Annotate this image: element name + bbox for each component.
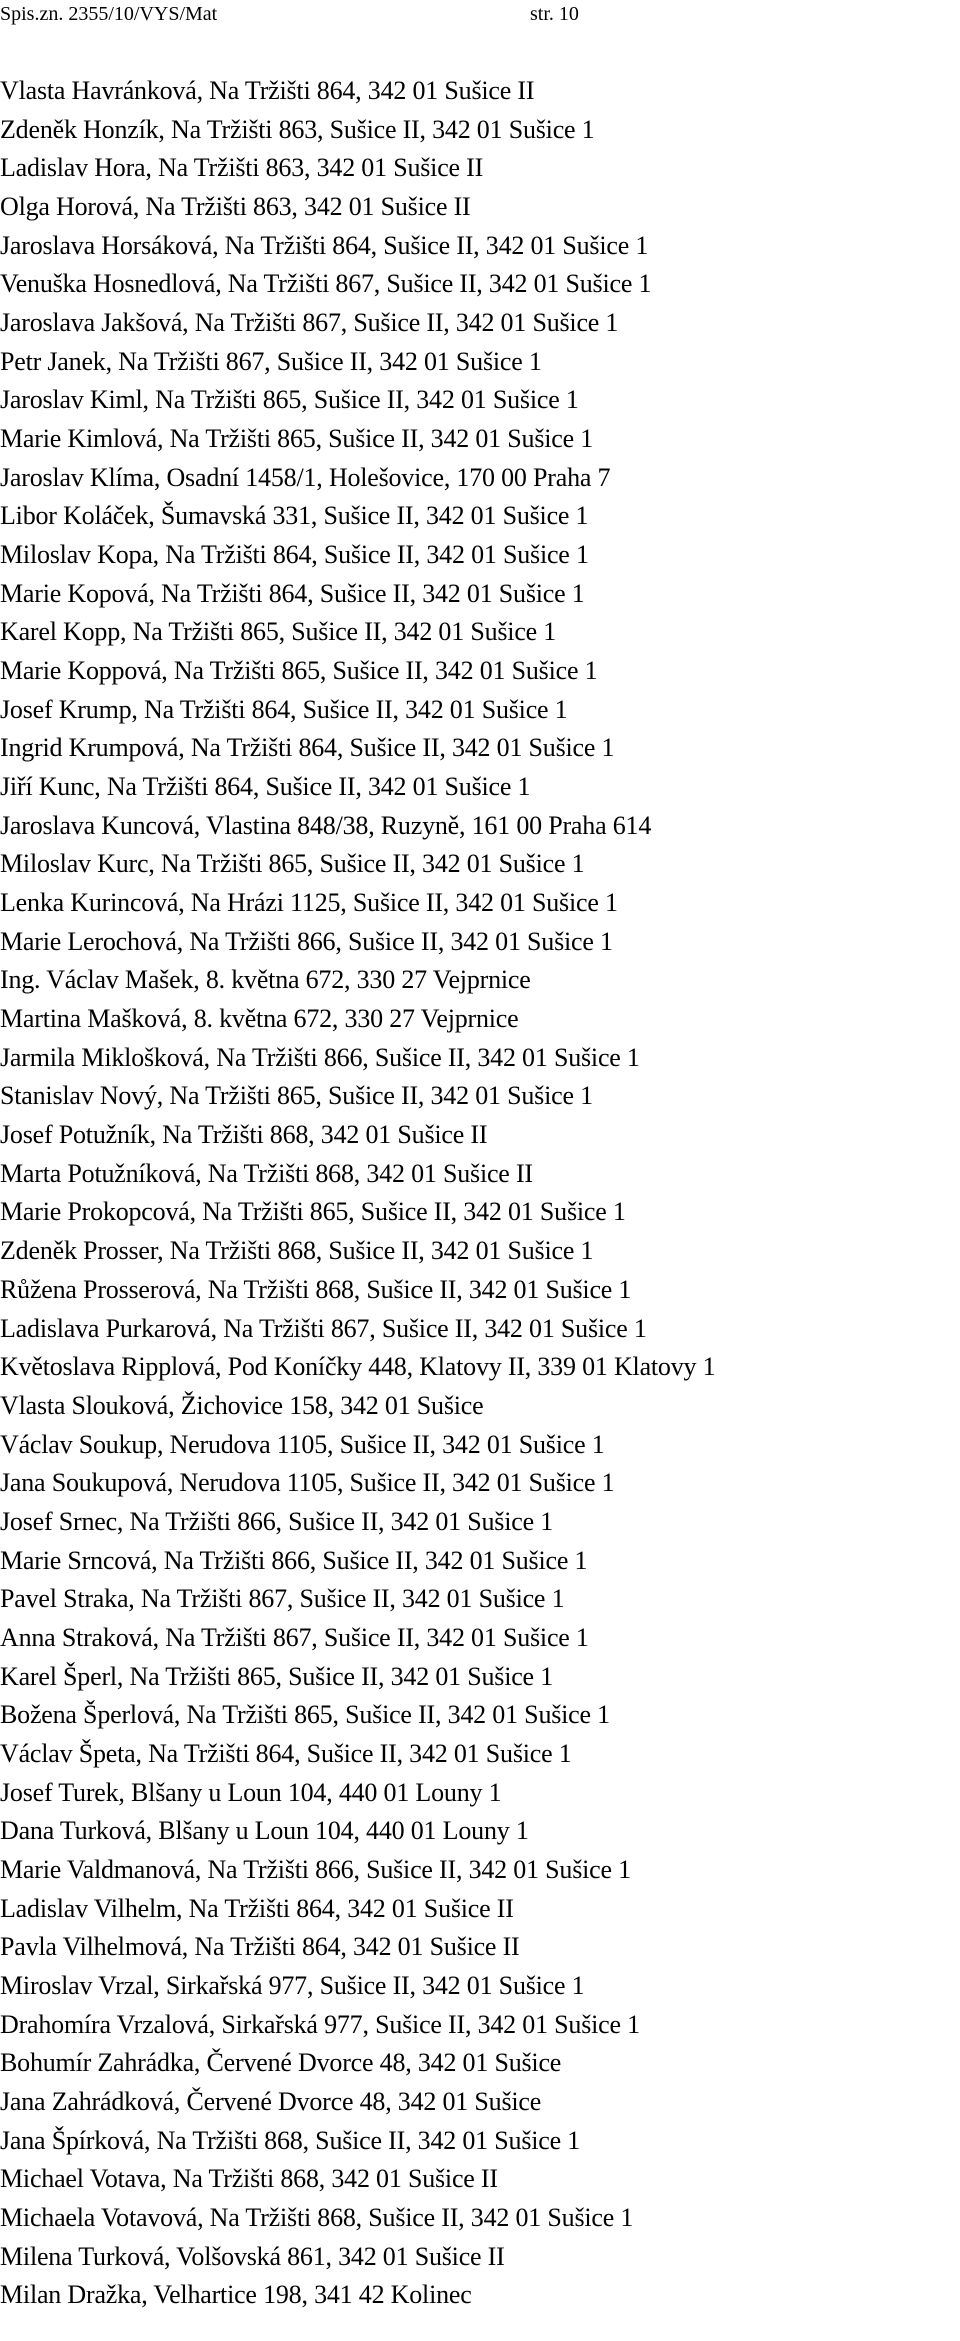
list-item: Petr Janek, Na Tržišti 867, Sušice II, 342 01 Sušice 1 bbox=[0, 346, 542, 376]
list-item: Josef Srnec, Na Tržišti 866, Sušice II, 342 01 Sušice 1 bbox=[0, 1506, 554, 1536]
list-item: Pavel Straka, Na Tržišti 867, Sušice II, 342 01 Sušice 1 bbox=[0, 1584, 565, 1614]
list-item: Václav Špeta, Na Tržišti 864, Sušice II, 342 01 Sušice 1 bbox=[0, 1738, 572, 1768]
list-item: Božena Šperlová, Na Tržišti 865, Sušice II, 342 01 Sušice 1 bbox=[0, 1700, 610, 1730]
page-number: str. 10 bbox=[530, 3, 579, 25]
list-item: Jiří Kunc, Na Tržišti 864, Sušice II, 342 01 Sušice 1 bbox=[0, 772, 531, 802]
list-item: Venuška Hosnedlová, Na Tržišti 867, Sušice II, 342 01 Sušice 1 bbox=[0, 269, 652, 299]
list-item: Růžena Prosserová, Na Tržišti 868, Sušice II, 342 01 Sušice 1 bbox=[0, 1274, 632, 1304]
list-item: Drahomíra Vrzalová, Sirkařská 977, Sušice II, 342 01 Sušice 1 bbox=[0, 2009, 640, 2039]
list-item: Marta Potužníková, Na Tržišti 868, 342 01 Sušice II bbox=[0, 1158, 533, 1188]
list-item: Marie Srncová, Na Tržišti 866, Sušice II, 342 01 Sušice 1 bbox=[0, 1545, 588, 1575]
list-item: Vlasta Slouková, Žichovice 158, 342 01 Sušice bbox=[0, 1390, 484, 1420]
list-item: Josef Potužník, Na Tržišti 868, 342 01 Sušice II bbox=[0, 1120, 488, 1150]
list-item: Václav Soukup, Nerudova 1105, Sušice II, 342 01 Sušice 1 bbox=[0, 1429, 605, 1459]
list-item: Květoslava Ripplová, Pod Koníčky 448, Klatovy II, 339 01 Klatovy 1 bbox=[0, 1352, 716, 1382]
list-item: Zdeněk Prosser, Na Tržišti 868, Sušice II, 342 01 Sušice 1 bbox=[0, 1236, 594, 1266]
list-item: Miloslav Kopa, Na Tržišti 864, Sušice II, 342 01 Sušice 1 bbox=[0, 540, 589, 570]
list-item: Milan Dražka, Velhartice 198, 341 42 Kolinec bbox=[0, 2280, 472, 2310]
list-item: Miloslav Kurc, Na Tržišti 865, Sušice II, 342 01 Sušice 1 bbox=[0, 849, 585, 879]
list-item: Ladislava Purkarová, Na Tržišti 867, Sušice II, 342 01 Sušice 1 bbox=[0, 1313, 647, 1343]
document-reference: Spis.zn. 2355/10/VYS/Mat bbox=[0, 3, 218, 25]
page-header bbox=[0, 2, 960, 32]
list-item: Marie Valdmanová, Na Tržišti 866, Sušice II, 342 01 Sušice 1 bbox=[0, 1854, 631, 1884]
list-item: Ladislav Hora, Na Tržišti 863, 342 01 Sušice II bbox=[0, 153, 484, 183]
list-item: Marie Kimlová, Na Tržišti 865, Sušice II, 342 01 Sušice 1 bbox=[0, 424, 594, 454]
list-item: Ladislav Vilhelm, Na Tržišti 864, 342 01 Sušice II bbox=[0, 1893, 514, 1923]
list-item: Marie Lerochová, Na Tržišti 866, Sušice II, 342 01 Sušice 1 bbox=[0, 926, 613, 956]
list-item: Jana Špírková, Na Tržišti 868, Sušice II, 342 01 Sušice 1 bbox=[0, 2125, 581, 2155]
list-item: Michael Votava, Na Tržišti 868, 342 01 Sušice II bbox=[0, 2164, 498, 2194]
list-item: Karel Šperl, Na Tržišti 865, Sušice II, 342 01 Sušice 1 bbox=[0, 1661, 554, 1691]
list-item: Jaroslava Horsáková, Na Tržišti 864, Sušice II, 342 01 Sušice 1 bbox=[0, 230, 649, 260]
list-item: Jaroslava Kuncová, Vlastina 848/38, Ruzyně, 161 00 Praha 614 bbox=[0, 810, 652, 840]
list-item: Josef Turek, Blšany u Loun 104, 440 01 Louny 1 bbox=[0, 1777, 502, 1807]
list-item: Olga Horová, Na Tržišti 863, 342 01 Sušice II bbox=[0, 192, 471, 222]
list-item: Martina Mašková, 8. května 672, 330 27 Vejprnice bbox=[0, 1004, 519, 1034]
address-list bbox=[0, 72, 960, 2315]
list-item: Josef Krump, Na Tržišti 864, Sušice II, 342 01 Sušice 1 bbox=[0, 694, 568, 724]
list-item: Dana Turková, Blšany u Loun 104, 440 01 Louny 1 bbox=[0, 1816, 529, 1846]
list-item: Zdeněk Honzík, Na Tržišti 863, Sušice II, 342 01 Sušice 1 bbox=[0, 114, 595, 144]
list-item: Michaela Votavová, Na Tržišti 868, Sušice II, 342 01 Sušice 1 bbox=[0, 2202, 634, 2232]
list-item: Ing. Václav Mašek, 8. května 672, 330 27 Vejprnice bbox=[0, 965, 531, 995]
list-item: Milena Turková, Volšovská 861, 342 01 Sušice II bbox=[0, 2241, 505, 2271]
list-item: Jana Zahrádková, Červené Dvorce 48, 342 01 Sušice bbox=[0, 2086, 542, 2116]
list-item: Jaroslav Klíma, Osadní 1458/1, Holešovice, 170 00 Praha 7 bbox=[0, 462, 611, 492]
list-item: Ingrid Krumpová, Na Tržišti 864, Sušice II, 342 01 Sušice 1 bbox=[0, 733, 615, 763]
list-item: Libor Koláček, Šumavská 331, Sušice II, 342 01 Sušice 1 bbox=[0, 501, 589, 531]
list-item: Jaroslava Jakšová, Na Tržišti 867, Sušice II, 342 01 Sušice 1 bbox=[0, 308, 619, 338]
list-item: Miroslav Vrzal, Sirkařská 977, Sušice II, 342 01 Sušice 1 bbox=[0, 1970, 585, 2000]
list-item: Bohumír Zahrádka, Červené Dvorce 48, 342 01 Sušice bbox=[0, 2048, 562, 2078]
list-item: Jana Soukupová, Nerudova 1105, Sušice II, 342 01 Sušice 1 bbox=[0, 1468, 615, 1498]
list-item: Marie Kopová, Na Tržišti 864, Sušice II, 342 01 Sušice 1 bbox=[0, 578, 585, 608]
list-item: Lenka Kurincová, Na Hrázi 1125, Sušice II, 342 01 Sušice 1 bbox=[0, 888, 618, 918]
list-item: Stanislav Nový, Na Tržišti 865, Sušice II, 342 01 Sušice 1 bbox=[0, 1081, 593, 1111]
list-item: Anna Straková, Na Tržišti 867, Sušice II, 342 01 Sušice 1 bbox=[0, 1622, 589, 1652]
list-item: Karel Kopp, Na Tržišti 865, Sušice II, 342 01 Sušice 1 bbox=[0, 617, 557, 647]
list-item: Pavla Vilhelmová, Na Tržišti 864, 342 01 Sušice II bbox=[0, 1932, 520, 1962]
list-item: Marie Koppová, Na Tržišti 865, Sušice II, 342 01 Sušice 1 bbox=[0, 656, 598, 686]
list-item: Jarmila Miklošková, Na Tržišti 866, Sušice II, 342 01 Sušice 1 bbox=[0, 1042, 640, 1072]
list-item: Marie Prokopcová, Na Tržišti 865, Sušice II, 342 01 Sušice 1 bbox=[0, 1197, 626, 1227]
list-item: Vlasta Havránková, Na Tržišti 864, 342 01 Sušice II bbox=[0, 76, 535, 105]
list-item: Jaroslav Kiml, Na Tržišti 865, Sušice II, 342 01 Sušice 1 bbox=[0, 385, 579, 415]
